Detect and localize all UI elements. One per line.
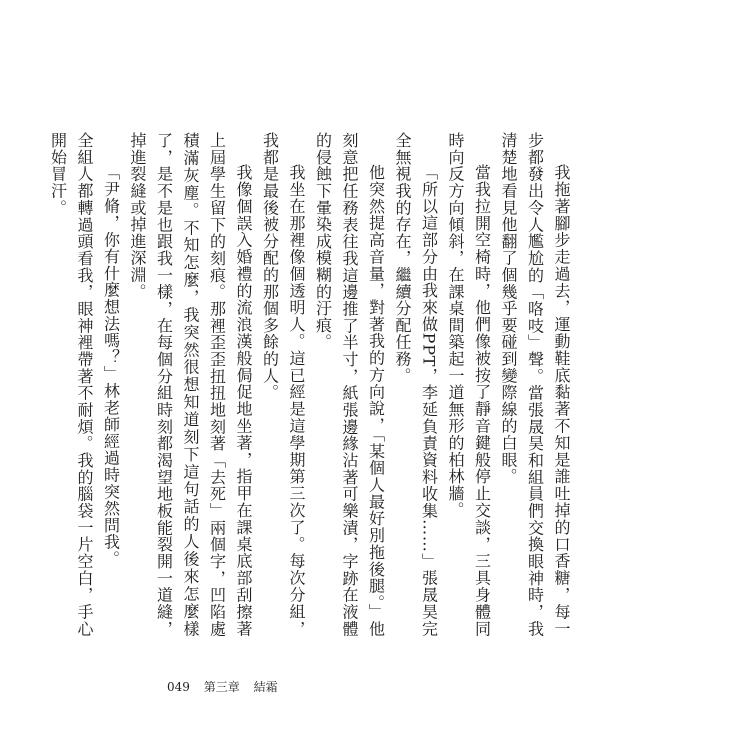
paragraph: 我坐在那裡像個透明人。這已經是這學期第三次了。每次分組，我都是最後被分配的那個多餘的人。 xyxy=(260,132,306,637)
page-number: 049 xyxy=(167,680,190,694)
paragraph: 我像個誤入婚禮的流浪漢般侷促地坐著，指甲在課桌底部刮擦著上屆學生留下的刻痕。那裡歪歪扭扭地刻著「去死」兩個字，凹陷處積滿灰塵。不知怎麼，我突然很想知道刻下這句話的人後來怎麼樣了，是不是也跟我一樣，在每個分組時刻都渴望地板能裂開一道縫，掉進裂縫或掉進深淵。 xyxy=(128,132,253,637)
paragraph: 我拖著腳步走過去，運動鞋底黏著不知是誰吐掉的口香糖，每一步都發出令人尷尬的「咯吱」聲。當張晟昊和組員們交換眼神時，我清楚地看見他翻了個幾乎要碰到變際線的白眼。 xyxy=(499,132,571,637)
paragraph: 全組人都轉過頭看我，眼神裡帶著不耐煩。我的腦袋一片空白，手心開始冒汗。 xyxy=(48,132,94,637)
page-footer xyxy=(167,678,288,695)
paragraph: 「所以這部分由我來做PPT，李延負責資料收集……」張晟昊完全無視我的存在，繼續分配任務。 xyxy=(393,132,439,637)
body-text xyxy=(48,132,574,637)
chapter-title: 結霜 xyxy=(253,680,278,694)
paragraph: 他突然提高音量，對著我的方向說，「某個人最好別拖後腿。」他刻意把任務表往我這邊推了半寸，紙張邊緣沾著可樂漬，字跡在液體的侵蝕下暈染成模糊的汙痕。 xyxy=(313,132,386,637)
paragraph: 當我拉開空椅時，他們像被按了靜音鍵般停止交談，三具身體同時向反方向傾斜，在課桌間築起一道無形的柏林牆。 xyxy=(446,132,492,637)
chapter-label: 第三章 xyxy=(203,680,240,694)
paragraph: 「尹脩，你有什麼想法嗎？」林老師經過時突然問我。 xyxy=(101,164,121,568)
